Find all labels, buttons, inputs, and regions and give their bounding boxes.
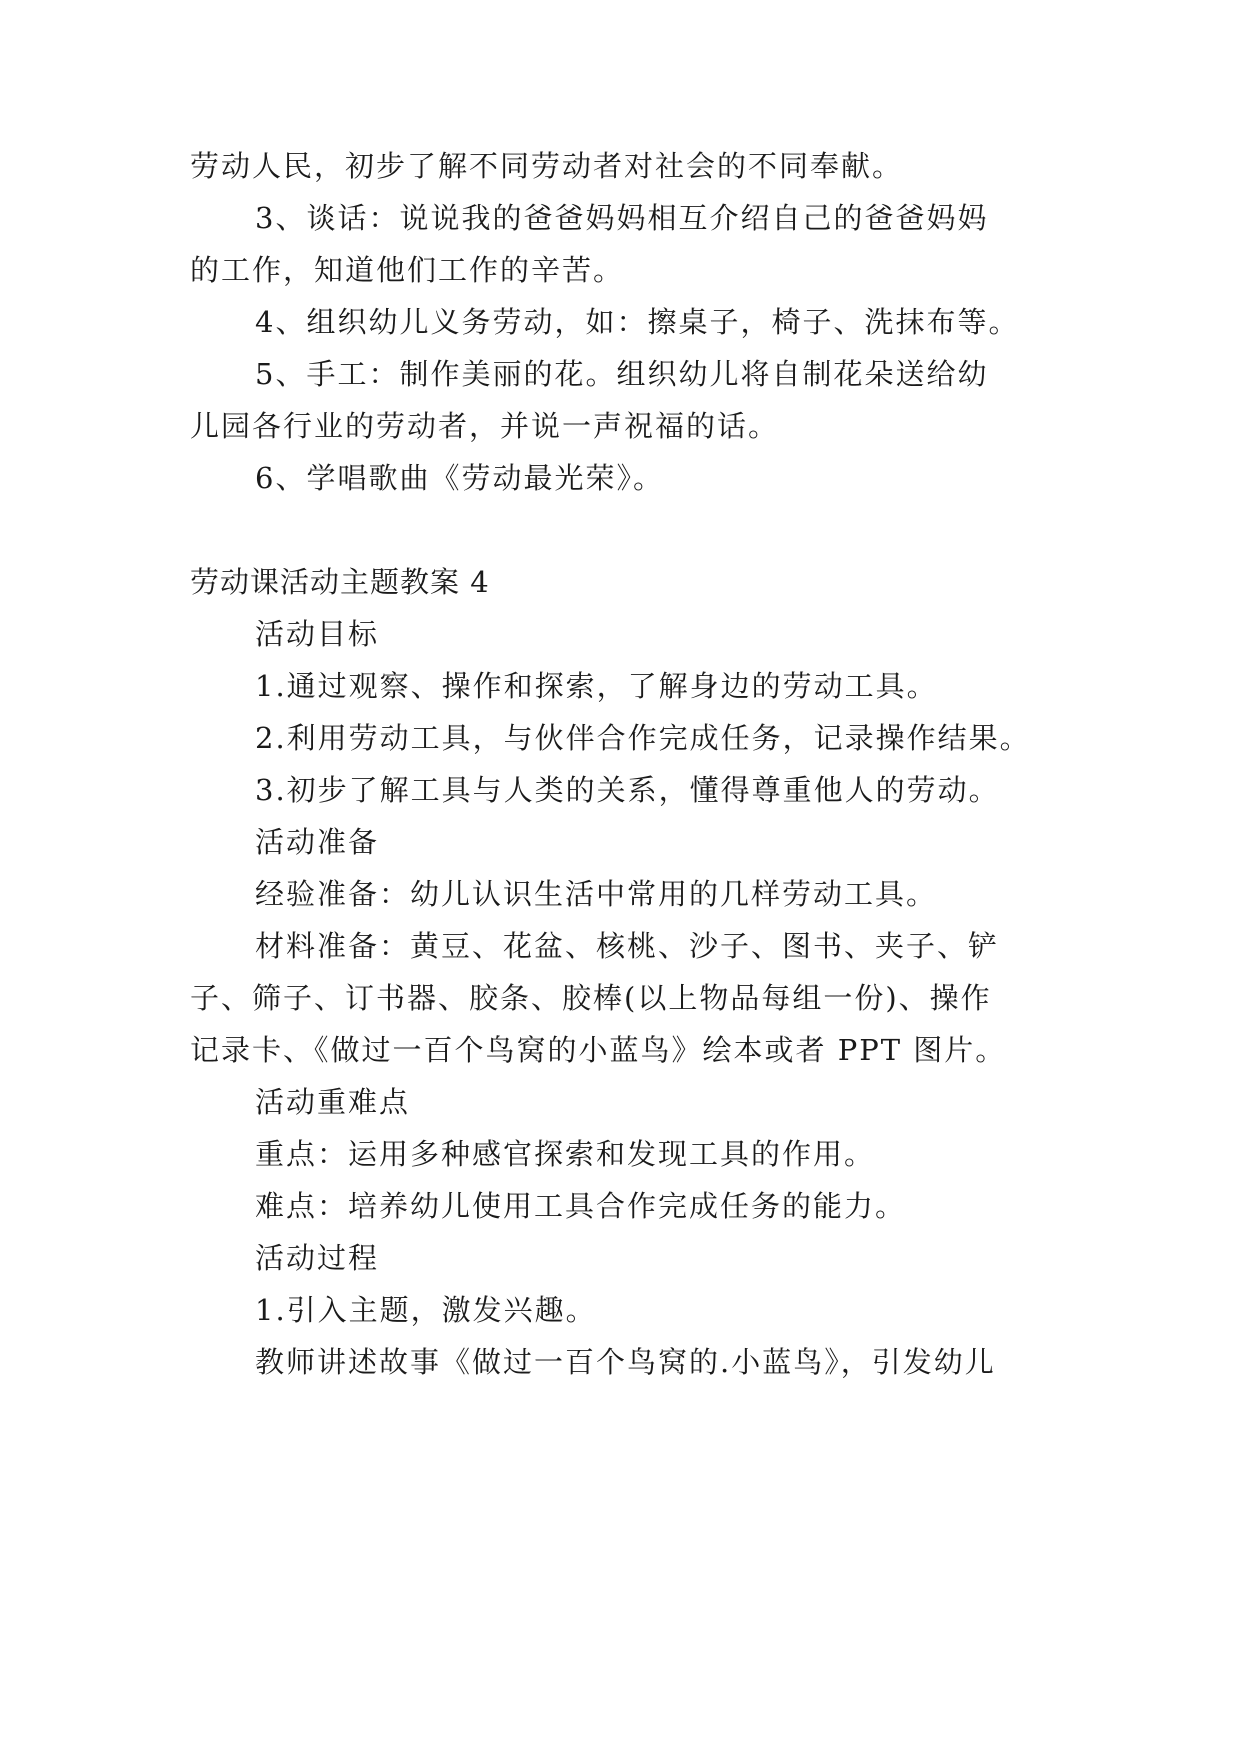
goal-item: 1.通过观察、操作和探索，了解身边的劳动工具。 [255,669,938,703]
process-heading: 活动过程 [255,1241,380,1275]
section-title: 劳动课活动主题教案 4 [190,565,490,599]
prep-materials-continued: 子、筛子、订书器、胶条、胶棒(以上物品每组一份)、操作 [190,981,992,1015]
paragraph-line: 劳动人民，初步了解不同劳动者对社会的不同奉献。 [190,149,904,183]
prep-heading: 活动准备 [255,825,380,859]
list-item: 3、谈话：说说我的爸爸妈妈相互介绍自己的爸爸妈妈 [255,201,989,235]
prep-experience: 经验准备：幼儿认识生活中常用的几样劳动工具。 [255,877,938,911]
paragraph-line: 的工作，知道他们工作的辛苦。 [190,253,625,287]
process-step: 1.引入主题，激发兴趣。 [255,1293,597,1327]
goals-heading: 活动目标 [255,617,380,651]
difficult-point: 难点：培养幼儿使用工具合作完成任务的能力。 [255,1189,907,1223]
paragraph-line: 儿园各行业的劳动者，并说一声祝福的话。 [190,409,780,443]
key-point: 重点：运用多种感官探索和发现工具的作用。 [255,1137,876,1171]
list-item: 4、组织幼儿义务劳动，如：擦桌子，椅子、洗抹布等。 [255,305,1020,339]
goal-item: 2.利用劳动工具，与伙伴合作完成任务，记录操作结果。 [255,721,1031,755]
prep-materials: 材料准备：黄豆、花盆、核桃、沙子、图书、夹子、铲 [255,929,1000,963]
list-item: 6、学唱歌曲《劳动最光荣》。 [255,461,664,495]
key-heading: 活动重难点 [255,1085,411,1119]
goal-item: 3.初步了解工具与人类的关系，懂得尊重他人的劳动。 [255,773,1000,807]
process-step-text: 教师讲述故事《做过一百个鸟窝的.小蓝鸟》，引发幼儿 [255,1345,996,1379]
list-item: 5、手工：制作美丽的花。组织幼儿将自制花朵送给幼 [255,357,989,391]
prep-materials-continued: 记录卡、《做过一百个鸟窝的小蓝鸟》绘本或者 PPT 图片。 [190,1033,1007,1067]
